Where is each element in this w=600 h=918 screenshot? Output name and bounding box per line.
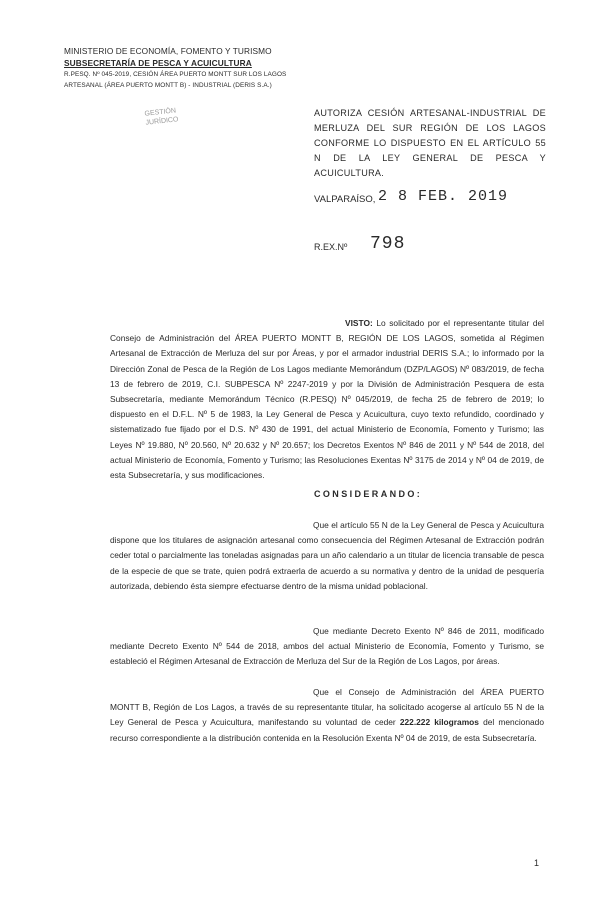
considerando-3-text-after: del mencionado recurso correspondiente a la distribución contenida en la Resolución Exenta Nº 04 de 2019, de esta Subsecretaría.: [110, 717, 544, 743]
resolution-label: R.EX.Nº: [314, 242, 348, 252]
reference-line-1: R.PESQ. Nº 045-2019, CESIÓN ÁREA PUERTO MONTT SUR LOS LAGOS: [64, 71, 287, 78]
faded-stamp: [144, 106, 179, 127]
visto-label: VISTO:: [345, 318, 373, 328]
letterhead: [64, 45, 304, 91]
undersecretariat-name: SUBSECRETARÍA DE PESCA Y ACUICULTURA: [64, 58, 252, 68]
reference-line-2: ARTESANAL (ÁREA PUERTO MONTT B) - INDUSTRIAL (DERIS S.A.): [64, 82, 272, 89]
visto-paragraph: [110, 316, 544, 483]
document-title: AUTORIZA CESIÓN ARTESANAL-INDUSTRIAL DE MERLUZA DEL SUR REGIÓN DE LOS LAGOS CONFORME LO DISPUESTO EN EL ARTÍCULO 55 N DE LA LEY GENERAL DE PESCA Y ACUICULTURA.: [314, 108, 546, 178]
considerando-paragraph-1: Que el artículo 55 N de la Ley General de Pesca y Acuicultura dispone que los titulares de asignación artesanal como consecuencia del Régimen Artesanal de Extracción podrán ceder total o parcialmente las toneladas asignadas para un año calendario a un titular de licencia transable de pesca de la especie de que se trate, quien podrá extraerla de acuerdo a su normativa y dentro de la unidad de pesquería autorizada, debiendo ésta siempre efectuarse dentro de la misma unidad poblacional.: [110, 520, 544, 591]
handwritten-date: 2 8 FEB. 2019: [378, 188, 509, 205]
stamp-line-2: JURÍDICO: [145, 116, 179, 127]
page-number: 1: [534, 858, 540, 868]
place-label: VALPARAÍSO,: [314, 194, 376, 205]
considerando-paragraph-3: [110, 685, 544, 746]
considerando-3-text-before: Que el Consejo de Administración del ÁREA PUERTO MONTT B, Región de Los Lagos, a través de su representante titular, ha solicitado acogerse al artículo 55 N de la Ley General de Pesca y Acuicultura, manifestando su voluntad de ceder: [110, 687, 544, 728]
stamp-line-1: GESTIÓN: [144, 107, 177, 118]
ceded-amount: 222.222 kilogramos: [399, 717, 479, 728]
ministry-name: MINISTERIO DE ECONOMÍA, FOMENTO Y TURISMO: [64, 46, 272, 56]
visto-text: Lo solicitado por el representante titular del Consejo de Administración del ÁREA PUERTO MONTT B, REGIÓN DE LOS LAGOS, sometida al Régimen Artesanal de Extracción de Merluza del sur por Áreas, y por el armador industrial DERIS S.A.; lo informado por la Dirección Zonal de Pesca de la Región de Los Lagos mediante Memorándum (DZP/LAGOS) Nº 083/2019, de fecha 13 de febrero de 2019, C.I. SUBPESCA Nº 2247-2019 y por la División de Administración Pesquera de esta Subsecretaría, mediante Memorándum Técnico (R.PESQ) Nº 045/2019, de fecha 25 de febrero de 2019; lo dispuesto en el D.F.L. Nº 5 de 1983, la Ley General de Pesca y Acuicultura, cuyo texto refundido, coordinado y sistematizado fue fijado por el D.S. Nº 430 de 1991, del actual Ministerio de Economía, Fomento y Turismo; las Leyes Nº 19.880, Nº 20.560, Nº 20.632 y Nº 20.657; los Decretos Exentos Nº 846 de 2011 y Nº 544 de 2018, del actual Ministerio de Economía, Fomento y Turismo; las Resoluciones Exentas Nº 3175 de 2014 y Nº 04 de 2019, de esta Subsecretaría, y sus modificaciones.: [110, 318, 544, 481]
resolution-number: 798: [370, 234, 406, 254]
considerando-paragraph-2: Que mediante Decreto Exento Nº 846 de 2011, modificado mediante Decreto Exento Nº 544 de 2018, ambos del actual Ministerio de Economía, Fomento y Turismo, se estableció el Régimen Artesanal de Extracción de Merluza del Sur de la Región de Los Lagos, por áreas.: [110, 626, 544, 667]
considerando-heading: CONSIDERANDO:: [314, 489, 423, 499]
